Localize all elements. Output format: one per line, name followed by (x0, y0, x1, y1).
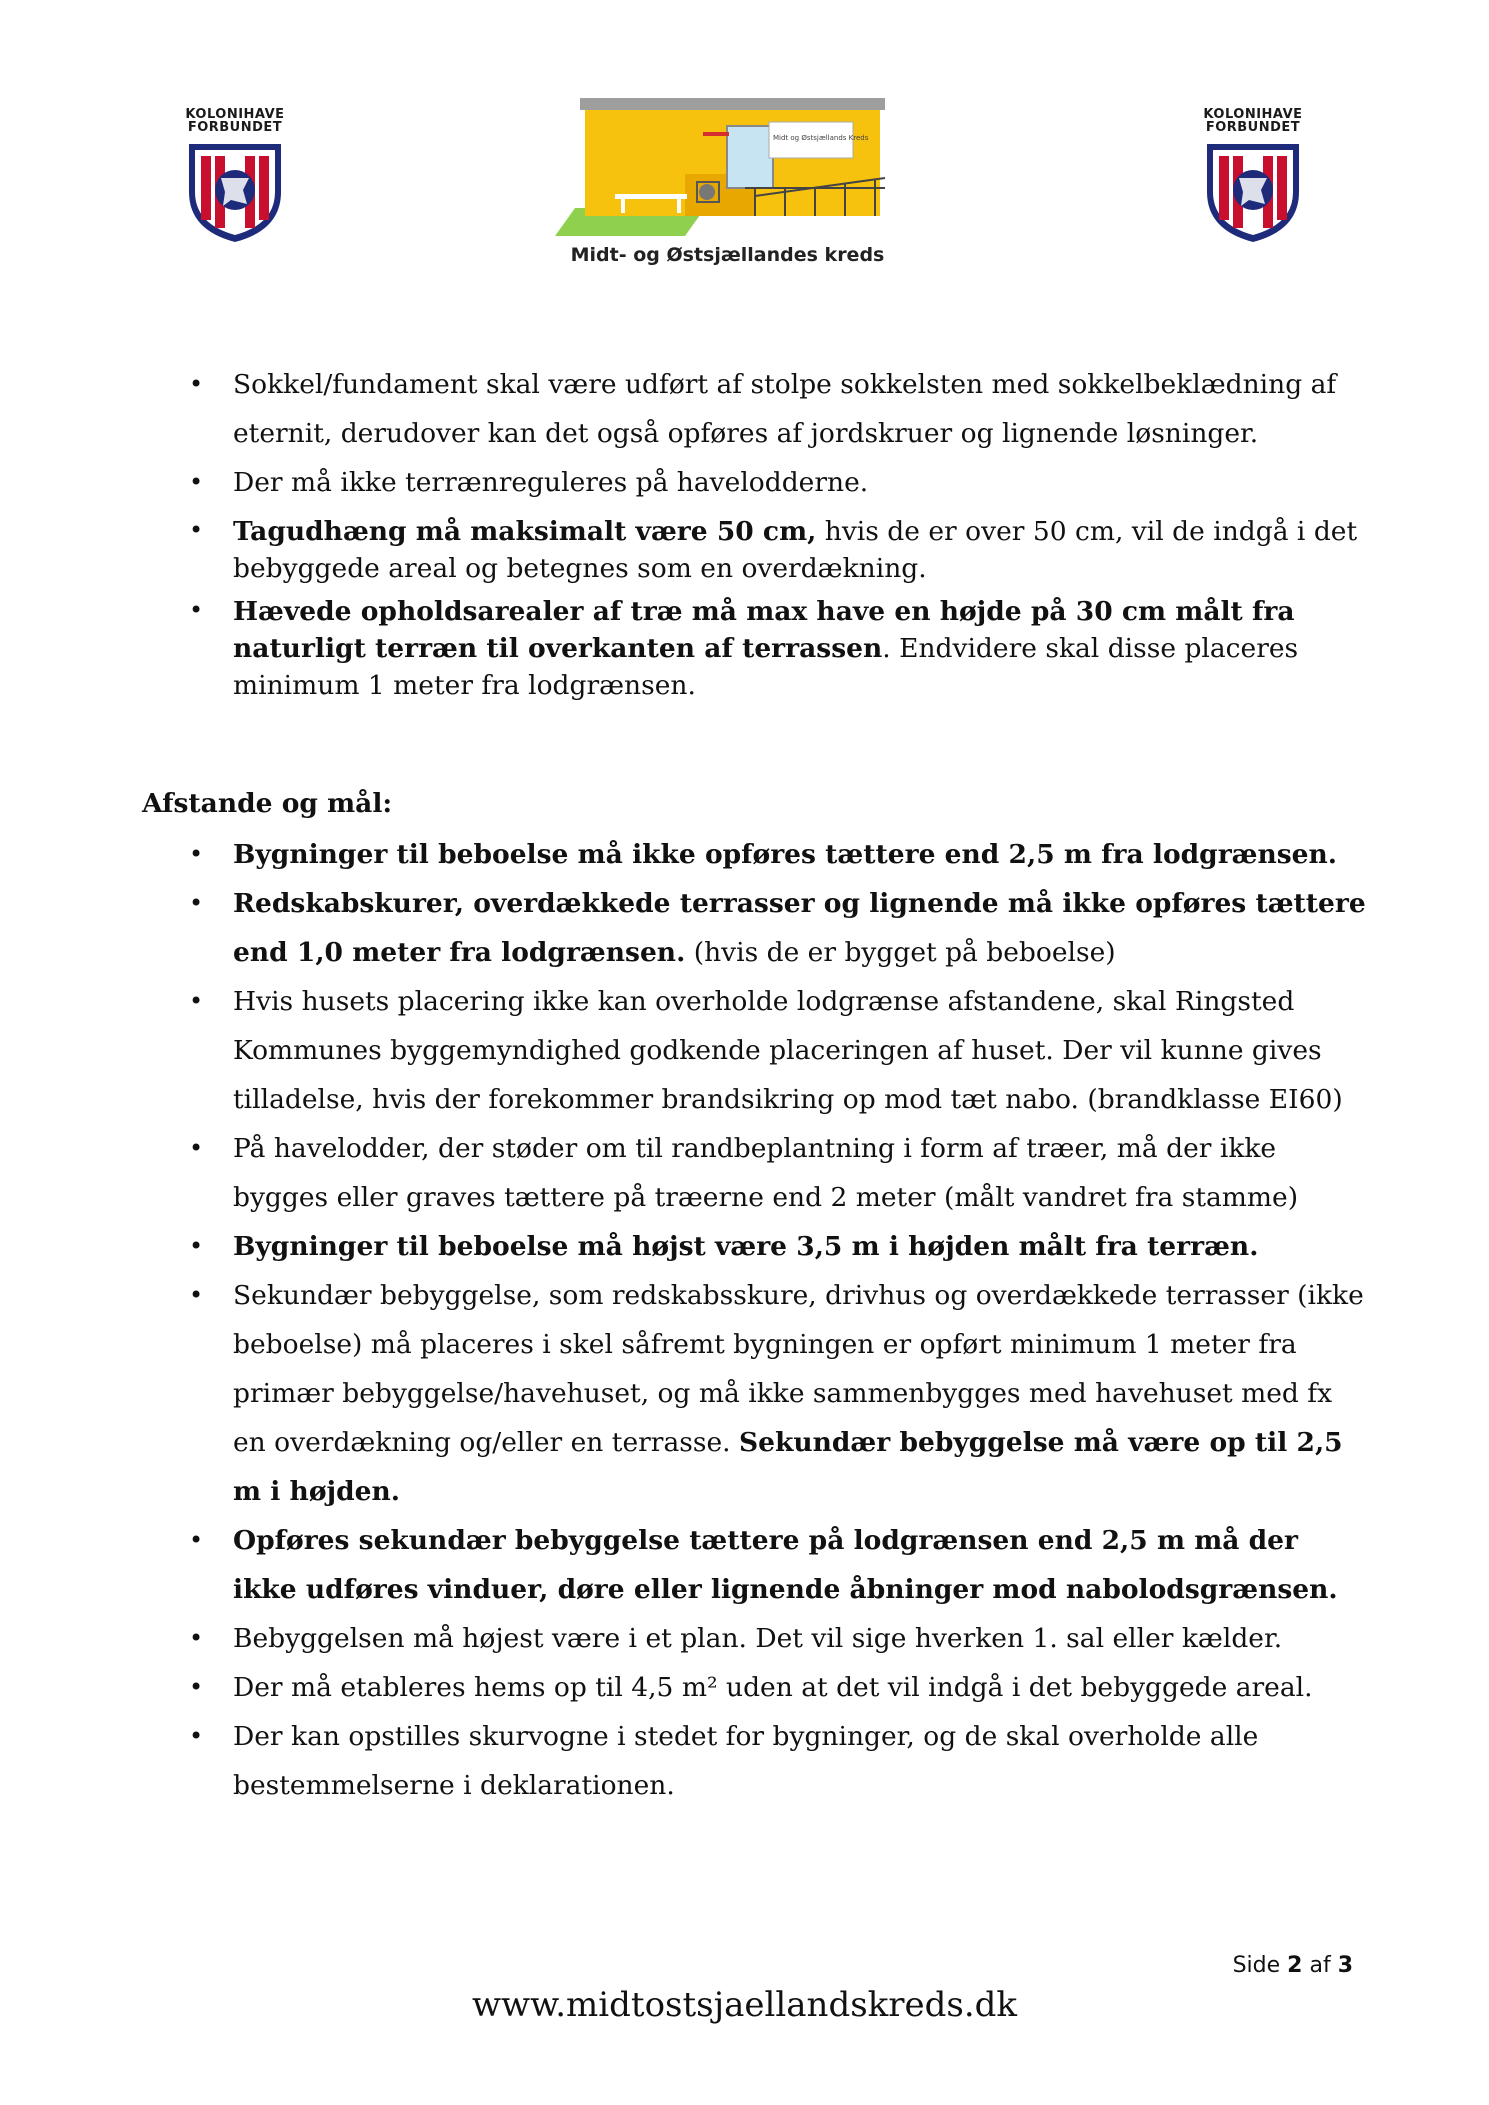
garden-house-icon (555, 96, 900, 241)
list-item (142, 513, 1367, 587)
list-item (142, 1271, 1367, 1516)
list-item (142, 830, 1367, 879)
page-separator: af (1302, 1953, 1338, 1978)
bold-text-run: Redskabskurer, overdækkede terrasser og lignende må ikke opføres tættere end 1,0 meter fra lodgrænsen. (233, 888, 1366, 968)
page-number (1233, 1953, 1353, 1978)
header-caption: Midt- og Østsjællandes kreds (570, 244, 885, 266)
footer-website-url: www.midtostsjaellandskreds.dk (471, 1985, 1018, 2025)
text-run: (hvis de er bygget på beboelse) (685, 937, 1116, 968)
kolonihave-logo-right (1198, 108, 1308, 238)
bold-text-run: Tagudhæng må maksimalt være 50 cm, (233, 516, 817, 547)
list-item (142, 879, 1367, 977)
document-body (142, 360, 1367, 1810)
page-total: 3 (1337, 1953, 1353, 1978)
header-illustration (555, 96, 900, 276)
list-item (142, 977, 1367, 1124)
page-prefix: Side (1232, 1953, 1288, 1978)
list-item (142, 458, 1367, 507)
logo-text-line1: KOLONIHAVE (185, 107, 285, 122)
list-item (142, 593, 1367, 704)
kolonihave-logo-left (180, 108, 290, 238)
text-run: På havelodder, der støder om til randbeplantning i form af træer, må der ikke bygges eller graves tættere på træerne end 2 meter (målt vandret fra stamme) (233, 1133, 1299, 1213)
list-item (142, 360, 1367, 458)
logo-text-line2: FORBUNDET (187, 120, 283, 135)
house-sign: Midt og Østsjællands Kreds (773, 134, 869, 142)
bold-text-run: Opføres sekundær bebyggelse tættere på lodgrænsen end 2,5 m må der ikke udføres vinduer, døre eller lignende åbninger mod nabolodsgrænsen. (233, 1525, 1338, 1605)
list-item (142, 1222, 1367, 1271)
text-run: hvis de er over 50 cm, vil de indgå i det bebyggede areal og betegnes som en overdækning. (233, 516, 1358, 584)
text-run: Hvis husets placering ikke kan overholde lodgrænse afstandene, skal Ringsted Kommunes byggemyndighed godkende placeringen af huset. Der vil kunne gives tilladelse, hvis der forekommer brandsikring op mod tæt nabo. (brandklasse EI60) (233, 986, 1343, 1115)
text-run: Der kan opstilles skurvogne i stedet for bygninger, og de skal overholde alle bestemmelserne i deklarationen. (233, 1721, 1259, 1801)
text-run: Sokkel/fundament skal være udført af stolpe sokkelsten med sokkelbeklædning af eternit, derudover kan det også opføres af jordskruer og lignende løsninger. (233, 369, 1337, 449)
bold-text-run: Sekundær bebyggelse må være op til 2,5 m i højden. (233, 1427, 1343, 1507)
logo-text-line1: KOLONIHAVE (1203, 107, 1303, 122)
shield-crest-icon (185, 138, 285, 246)
list-item (142, 1663, 1367, 1712)
section-title: Afstande og mål: (142, 788, 393, 819)
text-run: Der må ikke terrænreguleres på havelodderne. (233, 467, 869, 498)
list-item (142, 1516, 1367, 1614)
bold-text-run: Bygninger til beboelse må ikke opføres tættere end 2,5 m fra lodgrænsen. (233, 839, 1338, 870)
shield-crest-icon (1203, 138, 1303, 246)
list-item (142, 1712, 1367, 1810)
distances-list (142, 830, 1367, 1810)
text-run: Sekundær bebyggelse, som redskabsskure, drivhus og overdækkede terrasser (ikke beboelse) må placeres i skel såfremt bygningen er opført minimum 1 meter fra primær bebyggelse/havehuset, og må ikke sammenbygges med havehuset med fx en overdækning og/eller en terrasse. (233, 1280, 1364, 1458)
requirements-list (142, 360, 1367, 704)
text-run: Der må etableres hems op til 4,5 m² uden at det vil indgå i det bebyggede areal. (233, 1672, 1313, 1703)
logo-text-line2: FORBUNDET (1205, 120, 1301, 135)
bold-text-run: Hævede opholdsarealer af træ må max have en højde på 30 cm målt fra naturligt terræn til overkanten af terrassen (233, 596, 1295, 664)
list-item (142, 1124, 1367, 1222)
page-current: 2 (1287, 1953, 1303, 1978)
text-run: . Endvidere skal disse placeres minimum 1 meter fra lodgrænsen. (233, 633, 1299, 701)
text-run: Bebyggelsen må højest være i et plan. Det vil sige hverken 1. sal eller kælder. (233, 1623, 1283, 1654)
list-item (142, 1614, 1367, 1663)
bold-text-run: Bygninger til beboelse må højst være 3,5 m i højden målt fra terræn. (233, 1231, 1259, 1262)
